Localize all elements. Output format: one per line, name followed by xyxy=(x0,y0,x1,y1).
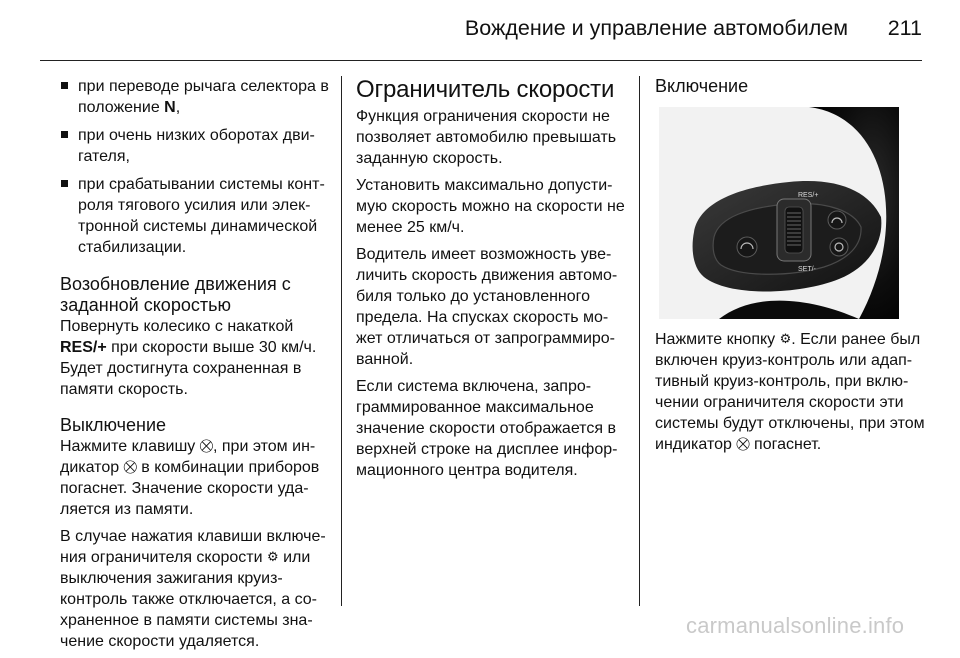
set-minus-photo-label: SET/- xyxy=(798,266,816,273)
bullet-text: при переводе рычага селектора в положение xyxy=(78,78,329,116)
bullet-tail: , xyxy=(175,99,181,116)
bullet-list xyxy=(60,76,332,258)
bullet-text: при срабатывании системы конт-роля тягового усилия или элек-тронной системы динамической стабилизации. xyxy=(78,176,325,256)
right-column xyxy=(655,76,935,461)
off-heading: Выключение xyxy=(60,415,167,435)
watermark: carmanualsonline.info xyxy=(686,613,905,638)
off-text-b: , при этом ин-дикатор xyxy=(60,438,316,476)
list-item xyxy=(60,125,332,167)
list-item xyxy=(60,76,332,118)
resume-text-start: Повернуть колесико с накаткой xyxy=(60,318,294,335)
res-plus-photo-label: RES/+ xyxy=(798,192,819,199)
list-item xyxy=(60,174,332,258)
paragraph: Функция ограничения скорости не позволяет автомобилю превышать заданную скорость. xyxy=(356,108,617,167)
enable-heading: Включение xyxy=(655,76,749,96)
off-paragraph-1 xyxy=(60,436,332,520)
left-column xyxy=(60,76,332,658)
enable-text-c: погаснет. xyxy=(749,436,822,453)
resume-paragraph xyxy=(60,316,332,400)
page-header xyxy=(0,0,960,62)
speed-limiter-icon: ⚙ xyxy=(267,549,279,564)
off-text-a: Нажмите клавишу xyxy=(60,438,200,455)
paragraph: Если система включена, запро-граммированное максимальное значение скорости отображается в верхней строке на дисплее инфор-мационного центра водителя. xyxy=(356,378,618,479)
enable-paragraph xyxy=(655,329,935,455)
cruise-control-icon: ⛒ xyxy=(199,438,213,453)
column-divider-2 xyxy=(639,76,640,606)
off2-text-b: или выключения зажигания круиз-контроль также отключается, а со-храненное в памяти системы зна-чение скорости удаляется. xyxy=(60,549,317,650)
resume-text-end: при скорости выше 30 км/ч. Будет достигнута сохраненная в памяти скорость. xyxy=(60,339,317,398)
off-text-c: в комбинации приборов погаснет. Значение скорости уда-ляется из памяти. xyxy=(60,459,320,518)
steering-wheel-photo xyxy=(659,107,899,319)
running-title: Вождение и управление автомобилем xyxy=(464,16,848,40)
cruise-indicator-icon: ⛒ xyxy=(123,459,137,474)
res-plus-label: RES/+ xyxy=(60,339,107,356)
paragraph: Установить максимально допусти-мую скорость можно на скорости не менее 25 км/ч. xyxy=(356,177,625,236)
header-rule xyxy=(40,60,922,61)
resume-heading: Возобновление движения с заданной скоростью xyxy=(60,274,291,315)
middle-column xyxy=(356,76,628,487)
page-number: 211 xyxy=(887,16,922,40)
section-heading: Ограничитель скорости xyxy=(356,76,615,103)
cruise-indicator-icon: ⛒ xyxy=(736,436,750,451)
paragraph: Водитель имеет возможность уве-личить скорость движения автомо-биля только до установленного предела. На спусках скорость мо-жет отличаться от запрограммиро-ванной. xyxy=(356,246,618,368)
enable-text-a: Нажмите кнопку xyxy=(655,331,780,348)
off2-text-a: В случае нажатия клавиши включе-ния ограничителя скорости xyxy=(60,528,326,566)
speed-limiter-icon: ⚙ xyxy=(779,331,792,346)
column-divider-1 xyxy=(341,76,342,606)
off-paragraph-2 xyxy=(60,526,332,652)
bullet-text: при очень низких оборотах дви-гателя, xyxy=(78,127,315,165)
enable-text-b: . Если ранее был включен круиз-контроль или адап-тивный круиз-контроль, при вклю-чении ограничителя скорости эти системы будут отключены, при этом индикатор xyxy=(655,331,925,453)
bullet-bold: N xyxy=(164,99,176,116)
